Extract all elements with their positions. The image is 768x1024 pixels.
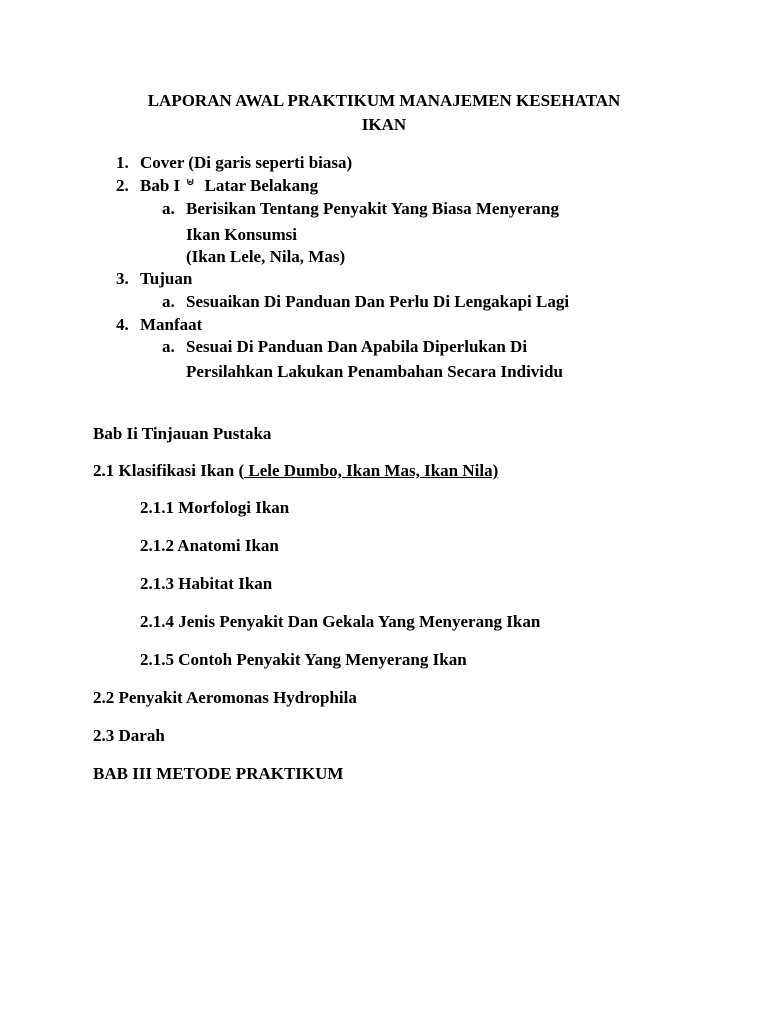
sublist-item-4a-line-1: Sesuai Di Panduan Dan Apabila Diperlukan Di [186, 337, 528, 356]
section-2-1-5: 2.1.5 Contoh Penyakit Yang Menyerang Ikan [140, 650, 467, 669]
document-title-line-2: IKAN [361, 115, 407, 134]
list-item-tujuan: Tujuan [140, 269, 193, 288]
sublist-item-2a-line-2: Ikan Konsumsi [186, 225, 298, 244]
sublist-item-3a: Sesuaikan Di Panduan Dan Perlu Di Lengakapi Lagi [186, 292, 570, 311]
list-number-2: 2. [116, 176, 129, 195]
section-2-1-prefix: 2.1 Klasifikasi Ikan ( [93, 461, 245, 480]
sublist-item-4a-line-2: Persilahkan Lakukan Penambahan Secara Individu [186, 362, 563, 381]
section-2-1-4: 2.1.4 Jenis Penyakit Dan Gekala Yang Menyerang Ikan [140, 612, 541, 631]
list-number-3: 3. [116, 269, 129, 288]
section-2-1-2: 2.1.2 Anatomi Ikan [140, 536, 279, 555]
bab-ii-heading: Bab Ii Tinjauan Pustaka [93, 424, 272, 443]
list-number-4: 4. [116, 315, 129, 334]
section-2-2: 2.2 Penyakit Aeromonas Hydrophila [93, 688, 357, 707]
list-item-bab-i-prefix: Bab I [140, 176, 181, 195]
sublist-letter-3a: a. [162, 292, 175, 311]
list-item-manfaat: Manfaat [140, 315, 203, 334]
list-item-cover: Cover (Di garis seperti biasa) [140, 153, 353, 172]
section-2-1-1: 2.1.1 Morfologi Ikan [140, 498, 290, 517]
document-title-line-1: LAPORAN AWAL PRAKTIKUM MANAJEMEN KESEHATAN [147, 91, 621, 110]
section-2-1-fish-list: Lele Dumbo, Ikan Mas, Ikan Nila) [244, 461, 499, 480]
section-2-1-heading [93, 461, 498, 481]
bab-iii-heading: BAB III METODE PRAKTIKUM [93, 764, 344, 783]
list-item-bab-i-label: Latar Belakang [204, 176, 319, 195]
list-number-1: 1. [116, 153, 129, 172]
sublist-letter-2a: a. [162, 199, 175, 218]
sublist-item-2a-line-1: Berisikan Tentang Penyakit Yang Biasa Menyerang [186, 199, 559, 218]
sublist-letter-4a: a. [162, 337, 175, 356]
symbol-mark-icon: ⊌ [186, 177, 195, 188]
section-2-1-3: 2.1.3 Habitat Ikan [140, 574, 273, 593]
sublist-item-2a-line-3: (Ikan Lele, Nila, Mas) [186, 247, 346, 266]
section-2-3: 2.3 Darah [93, 726, 165, 745]
list-item-bab-i [140, 176, 318, 196]
